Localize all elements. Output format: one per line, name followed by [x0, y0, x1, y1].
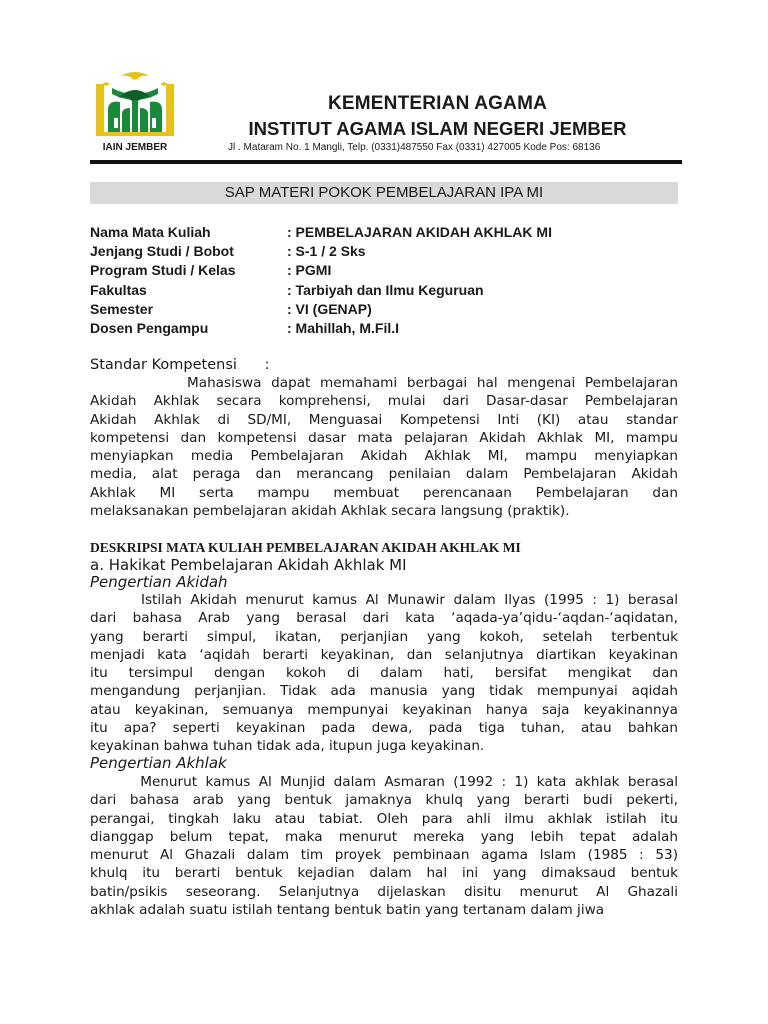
text-line: dari bahasa Arab yang berasal dari kata ‘aqada-ya’qidu-‘aqdan-‘aqidatan, — [90, 610, 678, 627]
hakikat-subheading: a. Hakikat Pembelajaran Akidah Akhlak MI — [90, 556, 407, 574]
course-info-table — [90, 223, 690, 338]
text-line: keyakinan bahwa tuhan tidak ada, itupun juga keyakinan. — [90, 738, 485, 755]
info-label: Semester — [90, 300, 154, 317]
info-value: : Mahillah, M.Fil.I — [287, 319, 399, 336]
info-label: Dosen Pengampu — [90, 319, 209, 336]
info-row — [90, 261, 690, 280]
pengertian-akidah-heading: Pengertian Akidah — [90, 573, 228, 591]
text-line: itu apa? seperti keyakinan pada dewa, pada tiga tuhan, atau bahkan — [90, 720, 678, 737]
info-value: : PEMBELAJARAN AKIDAH AKHLAK MI — [287, 224, 552, 240]
text-line: akhlak adalah suatu istilah tentang bentuk batin yang tertanam dalam jiwa — [90, 902, 605, 919]
text-line: khulq itu berarti bentuk kejadian dalam hal ini yang dimaksaud bentuk — [90, 865, 678, 882]
info-row — [90, 281, 690, 300]
info-value: : PGMI — [287, 262, 332, 279]
text-line: menurut Al Ghazali dalam tim proyek pembinaan agama Islam (1985 : 53) — [90, 847, 678, 864]
institute-name: INSTITUT AGAMA ISLAM NEGERI JEMBER — [248, 118, 627, 139]
text-line: itu tersimpul dengan kokoh di dalam hati, bersifat mengikat dan — [90, 665, 678, 682]
info-label: Jenjang Studi / Bobot — [90, 243, 234, 260]
text-line: media, alat peraga dan merancang penilaian dalam Pembelajaran Akidah — [90, 466, 678, 483]
text-line: mengandung perjanjian. Tidak ada manusia yang tidak mempunyai aqidah — [90, 683, 678, 700]
text-line: Mahasiswa dapat memahami berbagai hal mengenai Pembelajaran — [90, 375, 678, 391]
ministry-name: KEMENTERIAN AGAMA — [327, 93, 548, 114]
text-line: Menurut kamus Al Munjid dalam Asmaran (1992 : 1) kata akhlak berasal — [90, 774, 678, 790]
text-line: Akhlak MI serta mampu membuat perencanaan Pembelajaran dan — [90, 484, 678, 501]
text-line: Akidah Akhlak secara komprehensi, mulai dari Dasar-dasar Pembelajaran — [90, 393, 678, 410]
text-line: menjadi kata ‘aqidah berarti keyakinan, dan selanjutnya diartikan keyakinan — [90, 646, 678, 663]
logo-caption: IAIN JEMBER — [102, 142, 168, 153]
text-line: dianggap belum tepat, maka menurut mereka yang lebih tepat adalah — [90, 828, 678, 845]
deskripsi-heading: DESKRIPSI MATA KULIAH PEMBELAJARAN AKIDAH AKHLAK MI — [90, 540, 521, 555]
text-line: menyiapkan media Pembelajaran Akidah Akhlak MI, mampu menyiapkan — [90, 448, 678, 465]
pengertian-akidah-text — [90, 591, 678, 756]
info-value: : Tarbiyah dan Ilmu Keguruan — [287, 281, 484, 298]
standar-kompetensi-text — [90, 374, 678, 520]
text-line: atau keyakinan, semuanya mempunyai keyakinan hanya saja keyakinannya — [90, 701, 678, 718]
info-label: Nama Mata Kuliah — [90, 224, 211, 240]
info-value: : VI (GENAP) — [287, 300, 372, 317]
info-row — [90, 319, 690, 338]
text-line: perangai, tingkah laku atau tabiat. Oleh para ahli ilmu akhlak istilah itu — [90, 810, 678, 827]
info-label: Program Studi / Kelas — [90, 262, 236, 279]
text-line: dari bahasa arab yang bentuk jamaknya khulq yang berarti budi pekerti, — [90, 792, 678, 809]
info-row — [90, 242, 690, 261]
info-label: Fakultas — [90, 281, 147, 298]
text-line: yang berarti simpul, ikatan, perjanjian yang kokoh, setelah terbentuk — [90, 628, 678, 645]
pengertian-akhlak-heading: Pengertian Akhlak — [90, 754, 227, 772]
text-line: kompetensi dan kompetensi dasar mata pelajaran Akidah Akhlak MI, mampu — [90, 429, 678, 446]
info-row — [90, 223, 690, 242]
header-divider — [90, 160, 682, 164]
info-value: : S-1 / 2 Sks — [287, 243, 366, 260]
text-line: Akidah Akhlak di SD/MI, Menguasai Kompetensi Inti (KI) atau standar — [90, 411, 678, 428]
text-line: melaksanakan pembelajaran akidah Akhlak secara langsung (praktik). — [90, 503, 570, 520]
document-title: SAP MATERI POKOK PEMBELAJARAN IPA MI — [90, 182, 678, 204]
text-line: Istilah Akidah menurut kamus Al Munawir dalam Ilyas (1995 : 1) berasal — [90, 592, 678, 608]
institute-address: Jl . Mataram No. 1 Mangli, Telp. (0331)487550 Fax (0331) 427005 Kode Pos: 68136 — [228, 142, 601, 153]
info-row — [90, 300, 690, 319]
pengertian-akhlak-text — [90, 773, 678, 919]
text-line: batin/psikis seseorang. Selanjutnya dijelaskan disitu menurut Al Ghazali — [90, 883, 678, 900]
standar-kompetensi-heading: Standar Kompetensi : — [90, 357, 270, 373]
